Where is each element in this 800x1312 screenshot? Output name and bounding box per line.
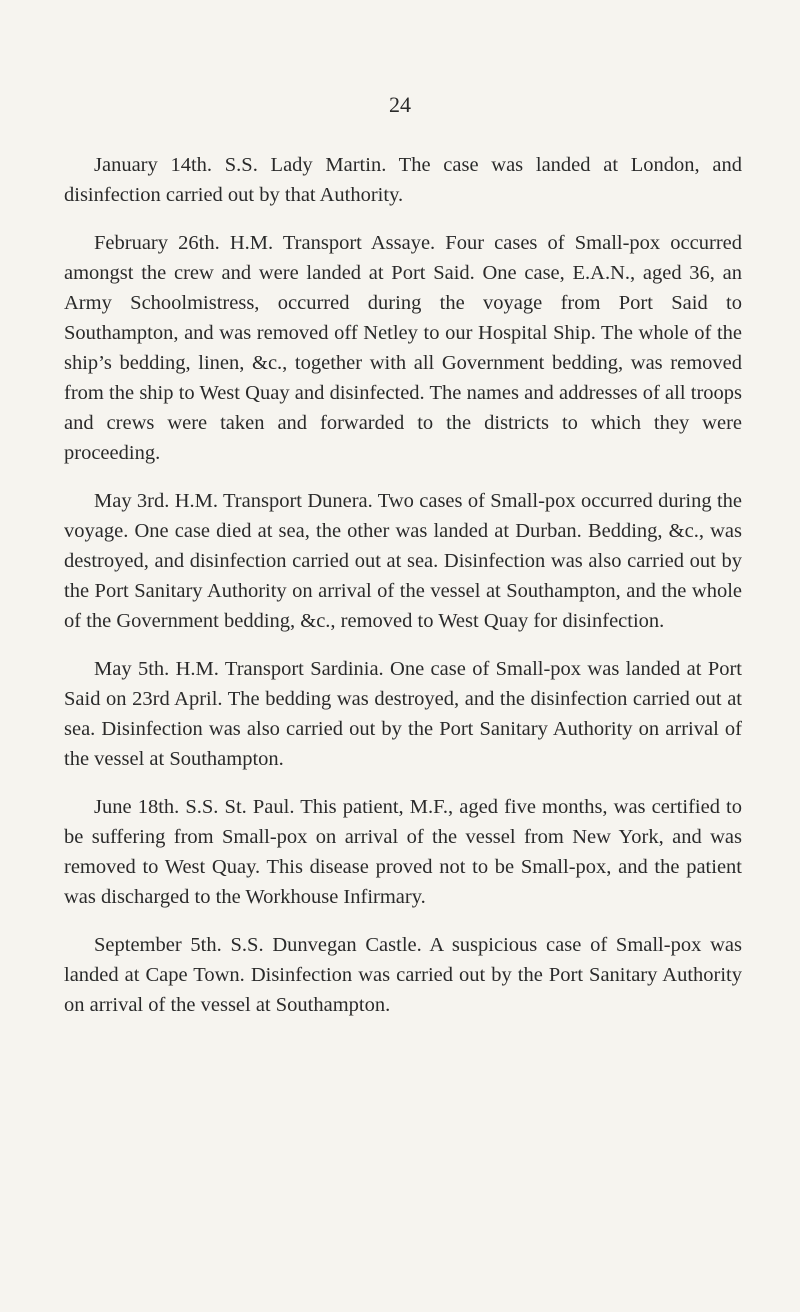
page-number: 24 bbox=[389, 92, 411, 117]
document-body bbox=[64, 150, 742, 1038]
entry-september-5: September 5th. S.S. Dunvegan Castle. A suspicious case of Small-pox was landed at Cape Town. Disinfection was carried out by the Port Sanitary Authority on arrival of the vessel at Southampton. bbox=[64, 934, 742, 1016]
entry-may-3: May 3rd. H.M. Transport Dunera. Two cases of Small-pox occurred during the voyage. One case died at sea, the other was landed at Durban. Bedding, &c., was destroyed, and disinfection carried out at sea. Disinfection was also carried out by the Port Sanitary Authority on arrival of the vessel at Southampton, and the whole of the Government bedding, &c., removed to West Quay for disinfection. bbox=[64, 490, 742, 632]
entry-january-14: January 14th. S.S. Lady Martin. The case was landed at London, and disinfection carried out by that Authority. bbox=[64, 154, 742, 206]
entry-june-18: June 18th. S.S. St. Paul. This patient, M.F., aged five months, was certified to be suffering from Small-pox on arrival of the vessel from New York, and was removed to West Quay. This disease proved not to be Small-pox, and the patient was discharged to the Workhouse Infirmary. bbox=[64, 796, 742, 908]
entry-may-5: May 5th. H.M. Transport Sardinia. One case of Small-pox was landed at Port Said on 23rd April. The bedding was destroyed, and the disinfection carried out at sea. Disinfection was also carried out by the Port Sanitary Authority on arrival of the vessel at Southampton. bbox=[64, 658, 742, 770]
entry-february-26: February 26th. H.M. Transport Assaye. Four cases of Small-pox occurred amongst the crew and were landed at Port Said. One case, E.A.N., aged 36, an Army Schoolmistress, occurred during the voyage from Port Said to Southampton, and was removed off Netley to our Hospital Ship. The whole of the ship’s bedding, linen, &c., together with all Government bedding, was removed from the ship to West Quay and disinfected. The names and addresses of all troops and crews were taken and forwarded to the districts to which they were proceeding. bbox=[64, 232, 742, 464]
